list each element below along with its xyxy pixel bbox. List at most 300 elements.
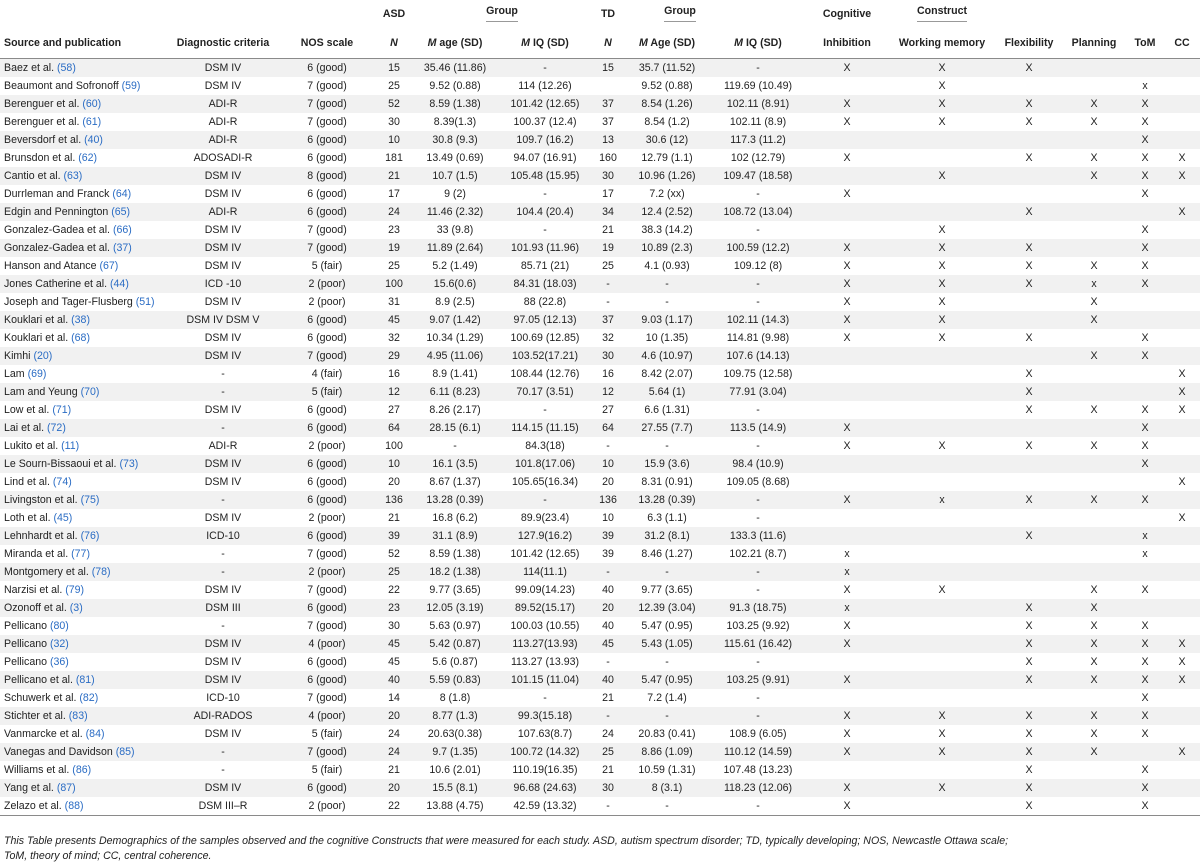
cell-diagnostic: - — [221, 368, 225, 380]
cell-asd-iq: 113.27 (13.93) — [510, 656, 580, 668]
cell-asd-age: 8.39(1.3) — [433, 116, 477, 128]
cell-td-n: 27 — [602, 404, 614, 416]
cell-td-n: 30 — [592, 779, 624, 797]
cell-tom: X — [1126, 779, 1164, 797]
source-name: Loth et al. — [4, 512, 51, 524]
cell-td-n: 12 — [592, 383, 624, 401]
reference-link[interactable]: (44) — [110, 278, 129, 290]
table-row — [0, 401, 1200, 419]
source-name: Stichter et al. — [4, 710, 66, 722]
cell-cc — [1164, 725, 1200, 743]
reference-link[interactable]: (83) — [68, 710, 88, 722]
table-row — [0, 563, 1200, 581]
cell-asd-n: 100 — [376, 275, 412, 293]
reference-link[interactable]: (78) — [91, 566, 111, 578]
table-row — [0, 275, 1200, 293]
cell-asd-iq: 88 (22.8) — [523, 296, 567, 308]
cell-td-n: 32 — [602, 332, 614, 344]
cell-flexibility — [996, 545, 1062, 563]
cell-td-n: 10 — [592, 455, 624, 473]
cell-inhibition: X — [806, 491, 888, 509]
cell-asd-n: 24 — [388, 728, 400, 740]
cell-diagnostic: - — [221, 764, 225, 776]
cell-asd-n: 31 — [388, 296, 400, 308]
cell-diagnostic: - — [168, 563, 278, 581]
cell-td-age: 7.2 (xx) — [649, 188, 685, 200]
cell-td-iq: - — [710, 797, 806, 816]
cell-td-n: 17 — [602, 188, 614, 200]
cell-td-n: 39 — [602, 548, 614, 560]
cell-inhibition: X — [806, 779, 888, 797]
cell-asd-age: 9 (2) — [444, 188, 466, 200]
reference-link[interactable]: (79) — [65, 584, 85, 596]
source-name: Kouklari et al. — [4, 332, 69, 344]
table-row — [0, 599, 1200, 617]
cell-td-iq: 102.21 (8.7) — [729, 548, 787, 560]
cell-cc — [1164, 437, 1200, 455]
cell-td-age: 10.89 (2.3) — [624, 239, 710, 257]
cell-tom — [1126, 59, 1164, 78]
col-td-iq: M IQ (SD) — [710, 27, 806, 59]
cell-diagnostic: DSM IV — [204, 512, 242, 524]
cell-source — [0, 617, 168, 635]
cell-td-n: - — [606, 440, 610, 452]
cell-flexibility: X — [1025, 440, 1033, 452]
cell-source — [0, 743, 168, 761]
reference-link[interactable]: (88) — [64, 800, 84, 812]
cell-td-iq: 108.9 (6.05) — [729, 728, 787, 740]
cell-working-memory — [888, 419, 996, 437]
cell-source — [0, 473, 168, 491]
cell-tom: X — [1141, 260, 1149, 272]
cell-td-n: 10 — [602, 512, 614, 524]
cell-diagnostic: DSM III — [168, 599, 278, 617]
reference-link[interactable]: (37) — [112, 242, 132, 254]
cell-diagnostic: - — [221, 620, 225, 632]
cell-nos: 7 (good) — [307, 224, 347, 236]
source-name: Joseph and Tager-Flusberg — [4, 296, 133, 308]
cell-diagnostic: DSM IV — [168, 635, 278, 653]
reference-link[interactable]: (70) — [80, 386, 100, 398]
cell-working-memory: X — [888, 59, 996, 78]
cell-working-memory: X — [888, 95, 996, 113]
cell-diagnostic: DSM IV — [168, 167, 278, 185]
cell-flexibility — [996, 419, 1062, 437]
cell-asd-age: 5.2 (1.49) — [432, 260, 478, 272]
cell-td-iq: - — [710, 707, 806, 725]
source-name: Cantio et al. — [4, 170, 61, 182]
cell-td-iq: 109.47 (18.58) — [710, 167, 806, 185]
reference-link[interactable]: (68) — [71, 332, 90, 344]
reference-link[interactable]: (76) — [80, 530, 100, 542]
reference-link[interactable]: (32) — [49, 638, 69, 650]
cell-source — [0, 491, 168, 509]
cell-inhibition — [806, 401, 888, 419]
cell-inhibition — [806, 473, 888, 491]
reference-link[interactable]: (80) — [49, 620, 69, 632]
cell-flexibility: X — [996, 491, 1062, 509]
reference-link[interactable]: (69) — [27, 368, 47, 380]
cell-asd-iq: 99.3(15.18) — [498, 707, 592, 725]
reference-link[interactable]: (20) — [33, 350, 53, 362]
cell-diagnostic: ICD-10 — [168, 527, 278, 545]
cell-asd-iq: - — [543, 188, 547, 200]
cell-cc — [1164, 59, 1200, 78]
cell-tom: X — [1126, 131, 1164, 149]
cell-asd-age: - — [453, 440, 457, 452]
source-name: Edgin and Pennington — [4, 206, 109, 218]
cell-flexibility — [996, 347, 1062, 365]
col-nos: NOS scale — [278, 27, 376, 59]
cell-working-memory — [888, 401, 996, 419]
cell-working-memory — [888, 653, 996, 671]
cell-nos: 5 (fair) — [311, 728, 343, 740]
cell-inhibition: X — [843, 620, 851, 632]
cell-diagnostic: - — [221, 548, 225, 560]
cell-planning: X — [1090, 152, 1098, 164]
cell-cc — [1164, 239, 1200, 257]
reference-link[interactable]: (11) — [61, 440, 80, 452]
reference-link[interactable]: (81) — [75, 674, 95, 686]
cell-tom: x — [1142, 548, 1148, 560]
cell-nos: 6 (good) — [307, 152, 347, 164]
cell-td-iq: - — [710, 563, 806, 581]
cell-td-age: 8.54 (1.2) — [644, 116, 690, 128]
cell-nos: 5 (fair) — [311, 260, 343, 272]
cell-diagnostic: DSM IV — [168, 671, 278, 689]
cell-working-memory — [888, 797, 996, 816]
cell-asd-n: 64 — [376, 419, 412, 437]
cell-diagnostic: ICD-10 — [206, 692, 240, 704]
reference-link[interactable]: (51) — [135, 296, 155, 308]
cell-source — [0, 59, 168, 78]
source-name: Hanson and Atance — [4, 260, 97, 272]
reference-link[interactable]: (66) — [112, 224, 132, 236]
cell-source — [0, 185, 168, 203]
reference-link[interactable]: (82) — [79, 692, 99, 704]
cell-asd-iq: 110.19(16.35) — [512, 764, 578, 776]
cell-td-n: - — [592, 275, 624, 293]
reference-link[interactable]: (67) — [99, 260, 119, 272]
cell-asd-age: 28.15 (6.1) — [412, 419, 498, 437]
reference-link[interactable]: (64) — [112, 188, 132, 200]
cell-td-iq: 103.25 (9.92) — [726, 620, 790, 632]
cell-asd-iq: 103.52(17.21) — [498, 347, 592, 365]
cell-cc — [1164, 113, 1200, 131]
cell-diagnostic: - — [168, 419, 278, 437]
cell-flexibility: X — [1025, 404, 1033, 416]
cell-inhibition: X — [843, 440, 851, 452]
cell-flexibility: X — [996, 743, 1062, 761]
table-row — [0, 257, 1200, 275]
cell-planning: X — [1062, 707, 1126, 725]
cell-tom — [1126, 383, 1164, 401]
cell-td-age: 12.39 (3.04) — [624, 599, 710, 617]
cell-td-age: 8 (3.1) — [624, 779, 710, 797]
cell-working-memory — [888, 509, 996, 527]
cell-flexibility — [996, 509, 1062, 527]
cell-flexibility — [996, 689, 1062, 707]
cell-asd-iq: 114(11.1) — [498, 563, 592, 581]
cell-td-age: 5.64 (1) — [624, 383, 710, 401]
cell-td-n: 15 — [592, 59, 624, 78]
reference-link[interactable]: (3) — [69, 602, 83, 614]
cell-asd-n: 22 — [376, 797, 412, 816]
cell-asd-iq: 99.09(14.23) — [514, 584, 576, 596]
cell-asd-age: 13.28 (0.39) — [412, 491, 498, 509]
cell-planning — [1062, 527, 1126, 545]
cell-td-iq: 100.59 (12.2) — [710, 239, 806, 257]
cell-cc — [1164, 491, 1200, 509]
cell-flexibility — [996, 455, 1062, 473]
reference-link[interactable]: (65) — [111, 206, 131, 218]
cell-tom — [1126, 203, 1164, 221]
cell-source — [0, 167, 168, 185]
source-name: Schuwerk et al. — [4, 692, 77, 704]
cell-planning: X — [1062, 671, 1126, 689]
col-td-age: M Age (SD) — [624, 27, 710, 59]
cell-td-n: 136 — [592, 491, 624, 509]
table-row — [0, 293, 1200, 311]
cell-nos: 5 (fair) — [278, 383, 376, 401]
cell-td-iq: 77.91 (3.04) — [710, 383, 806, 401]
cell-flexibility: X — [1025, 368, 1033, 380]
cell-flexibility — [996, 77, 1062, 95]
cell-asd-iq: 104.4 (20.4) — [498, 203, 592, 221]
cell-diagnostic: ADI-R — [168, 95, 278, 113]
cell-planning — [1062, 329, 1126, 347]
cell-td-iq: 102.11 (14.3) — [710, 311, 806, 329]
cell-source — [0, 689, 168, 707]
cell-cc — [1164, 419, 1200, 437]
cell-working-memory: X — [888, 779, 996, 797]
table-row — [0, 419, 1200, 437]
cell-diagnostic: DSM IV — [204, 296, 242, 308]
cell-asd-age: 8.67 (1.37) — [429, 476, 481, 488]
reference-link[interactable]: (45) — [53, 512, 73, 524]
cell-td-n: 21 — [602, 692, 614, 704]
cell-td-age: 12.4 (2.52) — [624, 203, 710, 221]
cell-inhibition — [806, 203, 888, 221]
cell-planning: X — [1090, 404, 1098, 416]
cell-flexibility: X — [996, 239, 1062, 257]
cell-td-n: 45 — [592, 635, 624, 653]
cell-asd-n: 10 — [376, 131, 412, 149]
cell-asd-iq: 109.7 (16.2) — [498, 131, 592, 149]
cell-nos: 6 (good) — [278, 131, 376, 149]
cell-nos: 2 (poor) — [308, 296, 346, 308]
cell-tom: X — [1126, 635, 1164, 653]
cell-asd-n: 10 — [376, 455, 412, 473]
cell-asd-n: 23 — [376, 599, 412, 617]
cell-tom: X — [1126, 347, 1164, 365]
source-name: Vanegas and Davidson — [4, 746, 113, 758]
cell-td-age: 9.52 (0.88) — [641, 80, 693, 92]
cell-td-n: 37 — [602, 116, 614, 128]
cell-cc — [1164, 77, 1200, 95]
reference-link[interactable]: (85) — [115, 746, 135, 758]
cell-working-memory: X — [938, 224, 946, 236]
footnote-line-2: ToM, theory of mind; CC, central coherence. — [4, 849, 212, 862]
cell-working-memory — [888, 599, 996, 617]
cell-inhibition: X — [806, 419, 888, 437]
cell-flexibility — [996, 167, 1062, 185]
cell-cc — [1164, 527, 1200, 545]
cell-asd-age: 5.59 (0.83) — [412, 671, 498, 689]
cell-planning — [1062, 131, 1126, 149]
cell-td-n: - — [592, 563, 624, 581]
cell-working-memory — [888, 761, 996, 779]
reference-link[interactable]: (61) — [82, 116, 102, 128]
cell-td-age: 10.59 (1.31) — [638, 764, 696, 776]
cell-working-memory — [888, 473, 996, 491]
cell-td-iq: - — [710, 491, 806, 509]
cell-td-n: 37 — [592, 95, 624, 113]
cell-tom — [1126, 509, 1164, 527]
cell-td-iq: 119.69 (10.49) — [723, 80, 793, 92]
table-row — [0, 581, 1200, 599]
reference-link[interactable]: (86) — [72, 764, 92, 776]
cell-td-iq: 91.3 (18.75) — [710, 599, 806, 617]
cell-cc — [1164, 95, 1200, 113]
cell-td-iq: 103.25 (9.91) — [710, 671, 806, 689]
cell-working-memory: X — [938, 440, 946, 452]
cell-cc: X — [1164, 743, 1200, 761]
cell-asd-age: 11.89 (2.64) — [412, 239, 498, 257]
reference-link[interactable]: (36) — [49, 656, 69, 668]
cell-working-memory — [888, 527, 996, 545]
cell-planning — [1062, 77, 1126, 95]
cell-asd-n: 181 — [385, 152, 403, 164]
cell-tom: X — [1126, 275, 1164, 293]
cell-td-age: 15.9 (3.6) — [624, 455, 710, 473]
table-row — [0, 203, 1200, 221]
cell-flexibility: X — [996, 59, 1062, 78]
cell-td-n — [592, 77, 624, 95]
cell-td-iq: 102 (12.79) — [730, 152, 786, 164]
reference-link[interactable]: (58) — [57, 62, 76, 74]
reference-link[interactable]: (63) — [63, 170, 83, 182]
reference-link[interactable]: (74) — [52, 476, 72, 488]
cell-cc — [1164, 455, 1200, 473]
cell-flexibility: X — [1025, 116, 1033, 128]
cell-diagnostic: - — [168, 491, 278, 509]
cell-working-memory — [888, 671, 996, 689]
cell-asd-iq: - — [498, 59, 592, 78]
cell-working-memory — [888, 131, 996, 149]
cell-diagnostic: DSM IV — [204, 224, 242, 236]
source-name: Williams et al. — [4, 764, 70, 776]
cell-working-memory: X — [938, 116, 946, 128]
cell-working-memory — [888, 563, 996, 581]
cell-inhibition — [806, 653, 888, 671]
cell-source — [0, 257, 168, 275]
reference-link[interactable]: (60) — [82, 98, 102, 110]
reference-link[interactable]: (72) — [47, 422, 66, 434]
cell-planning — [1062, 563, 1126, 581]
table-row — [0, 635, 1200, 653]
cell-inhibition: X — [806, 797, 888, 816]
table-row — [0, 149, 1200, 167]
cell-tom — [1126, 473, 1164, 491]
cell-working-memory — [888, 635, 996, 653]
cell-cc — [1164, 689, 1200, 707]
source-name: Baez et al. — [4, 62, 55, 74]
cell-tom: X — [1141, 332, 1149, 344]
cell-diagnostic: DSM IV — [204, 656, 242, 668]
cell-nos: 4 (poor) — [278, 707, 376, 725]
reference-link[interactable]: (84) — [85, 728, 105, 740]
cell-asd-age: 16.8 (6.2) — [432, 512, 478, 524]
table-row — [0, 761, 1200, 779]
header-td-group: Group — [624, 0, 806, 27]
cell-td-age: 8.42 (2.07) — [641, 368, 693, 380]
header-td: TD — [600, 7, 616, 20]
cell-cc — [1164, 779, 1200, 797]
cell-asd-age: 4.95 (11.06) — [412, 347, 498, 365]
reference-link[interactable]: (71) — [52, 404, 72, 416]
cell-source — [0, 77, 168, 95]
cell-tom: X — [1126, 797, 1164, 816]
cell-flexibility: X — [1025, 620, 1033, 632]
reference-link[interactable]: (38) — [71, 314, 90, 326]
cell-nos: 7 (good) — [278, 95, 376, 113]
cell-flexibility: X — [996, 797, 1062, 816]
cell-asd-n: 39 — [376, 527, 412, 545]
reference-link[interactable]: (87) — [56, 782, 76, 794]
cell-cc: X — [1178, 368, 1186, 380]
reference-link[interactable]: (75) — [80, 494, 100, 506]
cell-flexibility: X — [1025, 152, 1033, 164]
reference-link[interactable]: (73) — [119, 458, 139, 470]
cell-td-n: 64 — [592, 419, 624, 437]
cell-working-memory: X — [938, 584, 946, 596]
cell-asd-iq: - — [543, 224, 547, 236]
cell-diagnostic: DSM III–R — [168, 797, 278, 816]
source-name: Ozonoff et al. — [4, 602, 67, 614]
cell-source — [0, 347, 168, 365]
cell-inhibition — [806, 167, 888, 185]
cell-td-age: 27.55 (7.7) — [624, 419, 710, 437]
reference-link[interactable]: (59) — [121, 80, 141, 92]
reference-link[interactable]: (77) — [71, 548, 90, 560]
cell-planning — [1062, 761, 1126, 779]
cell-inhibition — [806, 455, 888, 473]
cell-diagnostic: DSM IV — [204, 728, 242, 740]
cell-asd-age: 9.7 (1.35) — [412, 743, 498, 761]
cell-asd-iq: 108.44 (12.76) — [510, 368, 580, 380]
col-working-memory: Working memory — [888, 27, 996, 59]
source-name: Gonzalez-Gadea et al. — [4, 224, 110, 236]
reference-link[interactable]: (40) — [84, 134, 103, 146]
table-row — [0, 707, 1200, 725]
cell-working-memory — [888, 545, 996, 563]
cell-nos: 5 (fair) — [311, 764, 343, 776]
cell-source — [0, 725, 168, 743]
cell-flexibility: X — [996, 599, 1062, 617]
cell-inhibition — [806, 527, 888, 545]
cell-diagnostic: DSM IV — [204, 80, 242, 92]
header-asd: ASD — [382, 7, 406, 20]
cell-asd-n: 15 — [376, 59, 412, 78]
cell-source — [0, 635, 168, 653]
cell-working-memory: X — [888, 311, 996, 329]
cell-planning — [1062, 455, 1126, 473]
cell-source — [0, 761, 168, 779]
cell-asd-age: 8.9 (1.41) — [432, 368, 478, 380]
reference-link[interactable]: (62) — [78, 152, 98, 164]
cell-nos: 6 (good) — [307, 404, 347, 416]
